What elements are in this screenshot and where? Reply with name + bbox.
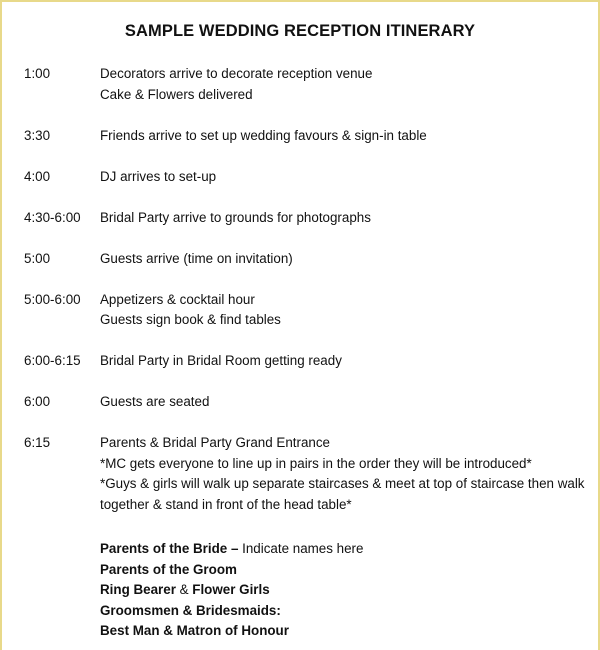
- entry-time: 6:00-6:15: [24, 353, 81, 368]
- entry-line: together & stand in front of the head table*: [100, 496, 352, 512]
- role-name: Parents of the Groom: [100, 561, 237, 577]
- entry-line: Bridal Party arrive to grounds for photographs: [100, 209, 371, 225]
- entry-line: Decorators arrive to decorate reception venue: [100, 66, 373, 81]
- role-line: [100, 560, 363, 581]
- entry-line: Friends arrive to set up wedding favours & sign-in table: [100, 127, 427, 143]
- role-name: Ring Bearer: [100, 582, 176, 597]
- entry-time: 1:00: [24, 66, 51, 81]
- page-title: SAMPLE WEDDING RECEPTION ITINERARY: [124, 22, 476, 40]
- itinerary-entry: [24, 351, 594, 372]
- role-line: [100, 539, 363, 560]
- entry-time: 6:15: [24, 435, 51, 450]
- entry-time: 4:30-6:00: [24, 209, 81, 225]
- itinerary-entry: [24, 392, 594, 413]
- entry-line: *Guys & girls will walk up separate staircases & meet at top of staircase then walk: [100, 476, 585, 491]
- role-name: Best Man & Matron of Honour: [100, 623, 289, 638]
- itinerary-entry: [24, 433, 594, 515]
- entry-line: Guests arrive (time on invitation): [100, 250, 293, 266]
- itinerary-entry: [24, 126, 594, 147]
- itinerary-entry: [24, 249, 594, 270]
- entry-line: Appetizers & cocktail hour: [100, 291, 255, 307]
- role-joiner: &: [175, 582, 193, 597]
- itinerary-entry: [24, 290, 594, 331]
- entry-line: Parents & Bridal Party Grand Entrance: [100, 435, 330, 450]
- entry-time: 3:30: [24, 127, 51, 143]
- itinerary-entry: [24, 64, 594, 105]
- entry-line: Guests are seated: [100, 394, 210, 409]
- entry-time: 6:00: [24, 394, 51, 409]
- entry-line: Guests sign book & find tables: [100, 312, 281, 327]
- entry-time: 5:00: [24, 250, 51, 266]
- entry-time: 5:00-6:00: [24, 291, 81, 307]
- role-name: Groomsmen & Bridesmaids:: [100, 602, 281, 618]
- role-name: Flower Girls: [192, 582, 270, 597]
- entry-time: 4:00: [24, 168, 51, 184]
- role-line: [100, 601, 363, 622]
- role-name: Parents of the Bride –: [100, 541, 239, 556]
- itinerary-list: [24, 64, 594, 515]
- entry-line: DJ arrives to set-up: [100, 168, 217, 184]
- role-line: [100, 580, 363, 601]
- role-line: [100, 621, 363, 642]
- entry-line: Bridal Party in Bridal Room getting ready: [100, 353, 342, 368]
- itinerary-entry: [24, 208, 594, 229]
- role-note: Indicate names here: [238, 541, 364, 556]
- entry-line: *MC gets everyone to line up in pairs in the order they will be introduced*: [100, 455, 532, 471]
- itinerary-entry: [24, 167, 594, 188]
- introduction-order-list: [100, 539, 363, 642]
- entry-line: Cake & Flowers delivered: [100, 86, 253, 102]
